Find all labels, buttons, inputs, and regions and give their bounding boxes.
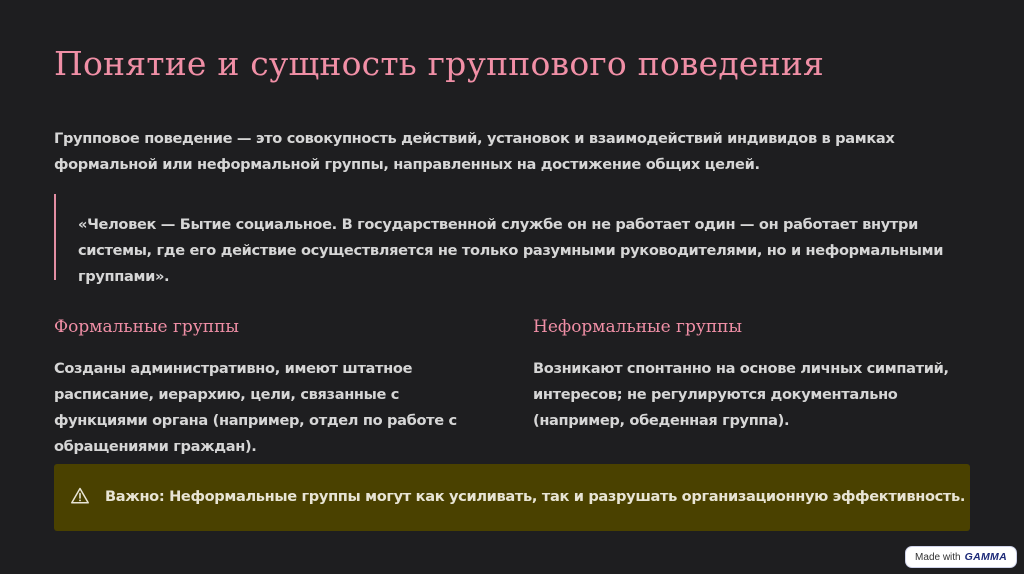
warning-icon bbox=[70, 486, 90, 506]
formal-groups-column bbox=[54, 314, 494, 460]
made-with-gamma-badge[interactable] bbox=[905, 546, 1017, 568]
quote-block bbox=[54, 194, 974, 285]
important-callout bbox=[54, 464, 970, 531]
intro-paragraph: Групповое поведение — это совокупность действий, установок и взаимодействий индивидов в рамках формальной или неформальной группы, направленных на достижение общих целей. bbox=[54, 130, 895, 173]
formal-groups-heading: Формальные группы bbox=[54, 317, 239, 337]
badge-prefix: Made with bbox=[915, 551, 961, 563]
gamma-logo: GAMMA bbox=[964, 551, 1007, 563]
informal-groups-column bbox=[533, 314, 973, 434]
informal-groups-text: Возникают спонтанно на основе личных симпатий, интересов; не регулируются документально (например, обеденная группа). bbox=[533, 360, 949, 429]
callout-text: Важно: Неформальные группы могут как усиливать, так и разрушать организационную эффективность. bbox=[105, 488, 966, 505]
informal-groups-heading: Неформальные группы bbox=[533, 317, 743, 337]
formal-groups-text: Созданы административно, имеют штатное расписание, иерархию, цели, связанные с функциями органа (например, отдел по работе с обращениями граждан). bbox=[54, 360, 457, 455]
page-title: Понятие и сущность группового поведения bbox=[54, 44, 825, 83]
quote-text: «Человек — Бытие социальное. В государственной службе он не работает один — он работает внутри системы, где его действие осуществляется не только разумными руководителями, но и неформальными группами». bbox=[78, 216, 944, 285]
